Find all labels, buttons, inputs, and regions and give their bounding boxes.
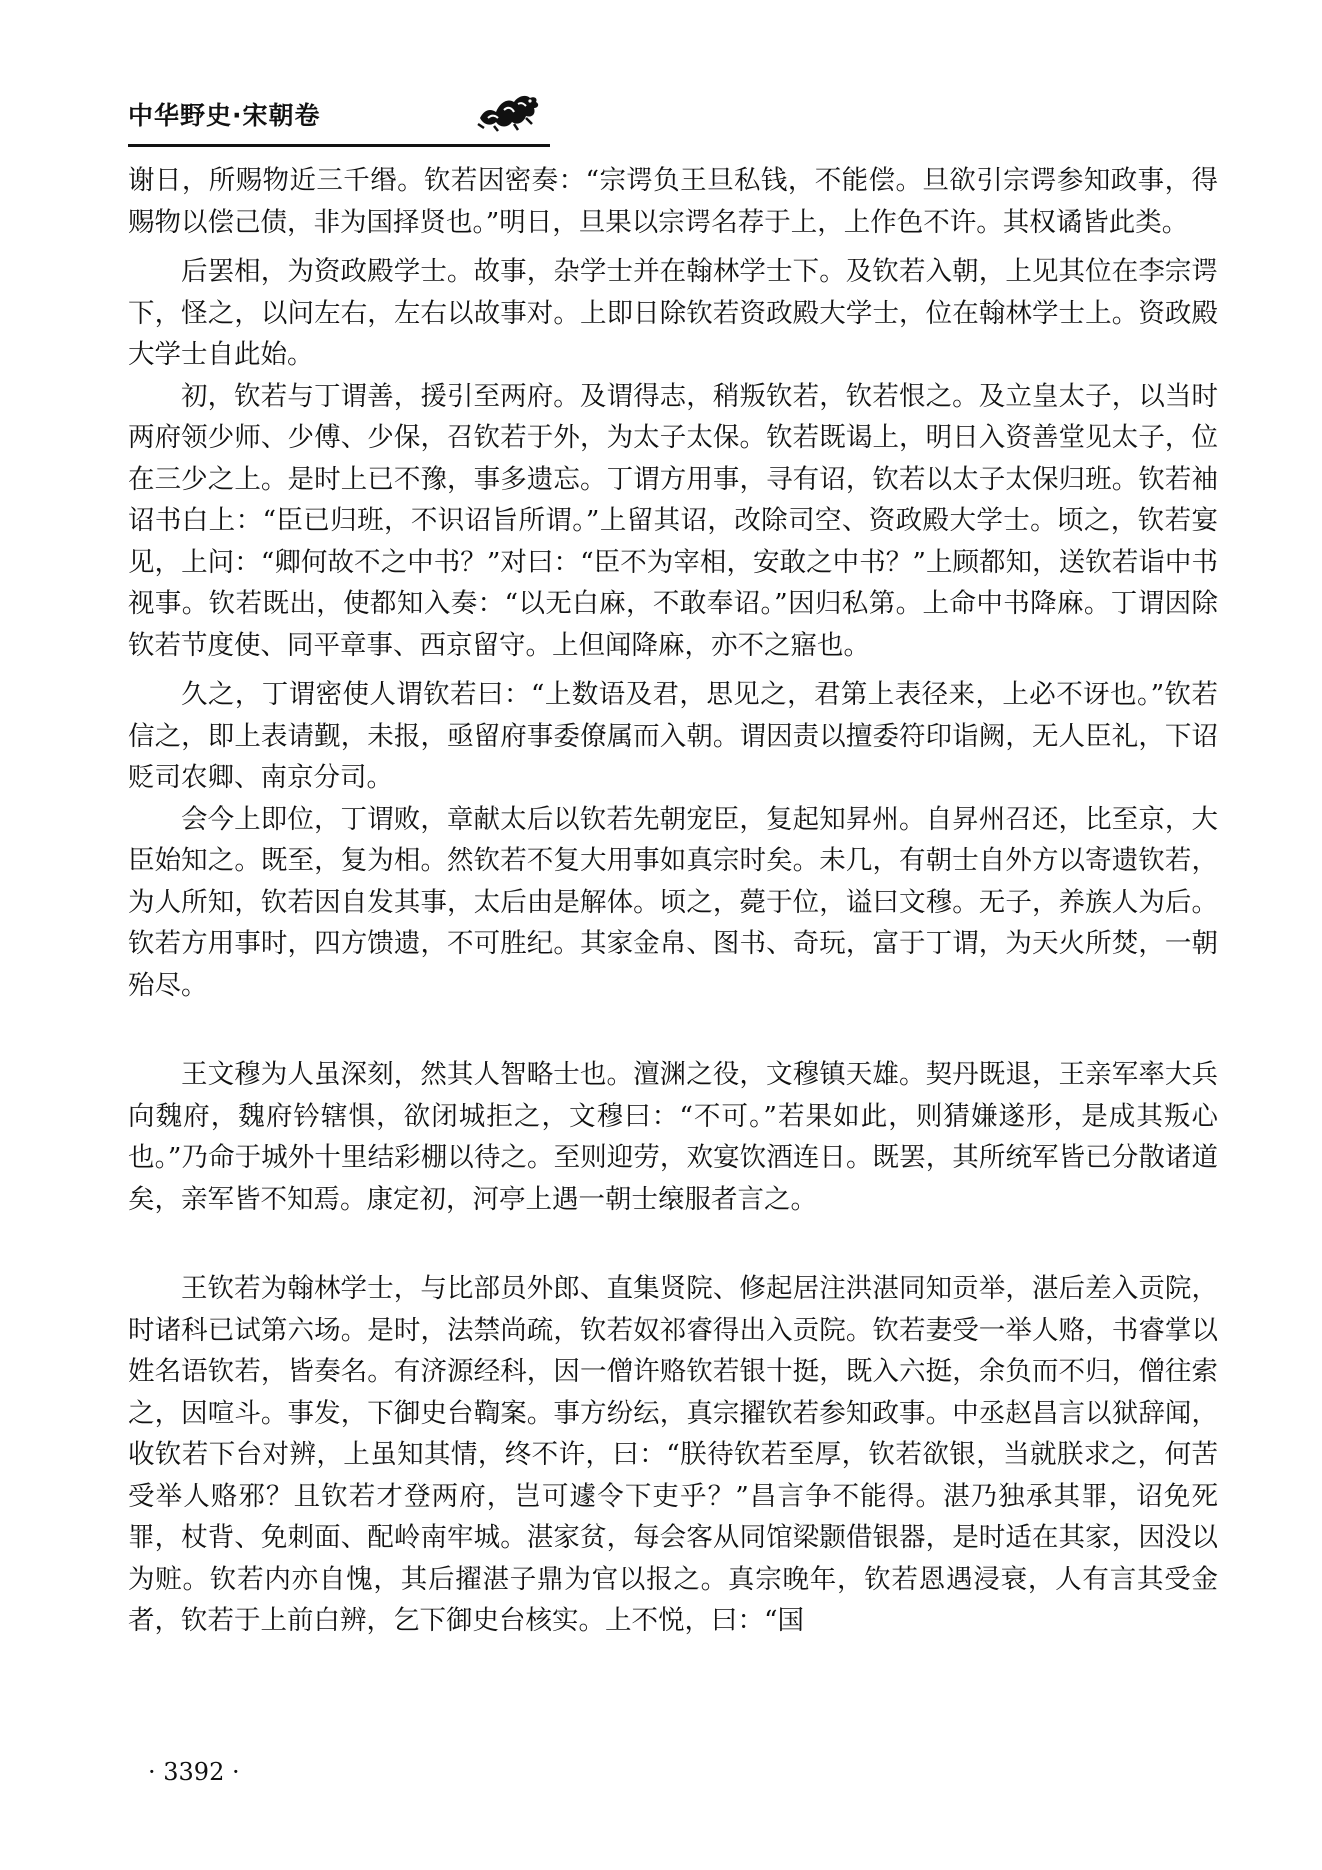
header-rule — [128, 144, 550, 147]
paragraph: 王钦若为翰林学士，与比部员外郎、直集贤院、修起居注洪湛同知贡举，湛后差入贡院，时诸科已试第六场。是时，法禁尚疏，钦若奴祁睿得出入贡院。钦若妻受一举人赂，书睿掌以姓名语钦若，皆奏名。有济源经科，因一僧许赂钦若银十挺，既入六挺，余负而不归，僧往索之，因喧斗。事发，下御史台鞫案。事方纷纭，真宗擢钦若参知政事。中丞赵昌言以狱辞闻，收钦若下台对辨，上虽知其情，终不许，曰：“朕待钦若至厚，钦若欲银，当就朕求之，何苦受举人赂邪？且钦若才登两府，岂可遽令下吏乎？”昌言争不能得。湛乃独承其罪，诏免死罪，杖背、免刺面、配岭南牢城。湛家贫，每会客从同馆梁颢借银器，是时适在其家，因没以为赃。钦若内亦自愧，其后擢湛子鼎为官以报之。真宗晚年，钦若恩遇浸衰，人有言其受金者，钦若于上前白辨，乞下御史台核实。上不悦，曰：“国 — [128, 1273, 1218, 1636]
page-body — [128, 160, 1218, 1642]
paragraph: 王文穆为人虽深刻，然其人智略士也。澶渊之役，文穆镇天雄。契丹既退，王亲军率大兵向魏府，魏府钤辖惧，欲闭城拒之，文穆曰：“不可。”若果如此，则猜嫌遂形，是成其叛心也。”乃命于城外十里结彩棚以待之。至则迎劳，欢宴饮酒连日。既罢，其所统军皆已分散诸道矣，亲军皆不知焉。康定初，河亭上遇一朝士缞服者言之。 — [128, 1059, 1218, 1215]
paragraph: 久之，丁谓密使人谓钦若曰：“上数语及君，思见之，君第上表径来，上必不讶也。”钦若信之，即上表请觐，未报，亟留府事委僚属而入朝。谓因责以擅委符印诣阙，无人臣礼，下诏贬司农卿、南京分司。 — [128, 679, 1218, 793]
book-title: 中华野史·宋朝卷 — [128, 101, 321, 130]
running-header — [128, 88, 548, 138]
paragraph: 会今上即位，丁谓败，章献太后以钦若先朝宠臣，复起知昇州。自昇州召还，比至京，大臣始知之。既至，复为相。然钦若不复大用事如真宗时矣。未几，有朝士自外方以寄遗钦若，为人所知，钦若因自发其事，太后由是解体。顷之，薨于位，谥曰文穆。无子，养族人为后。钦若方用事时，四方馈遗，不可胜纪。其家金帛、图书、奇玩，富于丁谓，为天火所焚，一朝殆尽。 — [128, 803, 1218, 1001]
paragraph: 初，钦若与丁谓善，援引至两府。及谓得志，稍叛钦若，钦若恨之。及立皇太子，以当时两府领少师、少傅、少保，召钦若于外，为太子太保。钦若既谒上，明日入资善堂见太子，位在三少之上。是时上已不豫，事多遗忘。丁谓方用事，寻有诏，钦若以太子太保归班。钦若袖诏书白上：“臣已归班，不识诏旨所谓。”上留其诏，改除司空、资政殿大学士。顷之，钦若宴见，上问：“卿何故不之中书？”对曰：“臣不为宰相，安敢之中书？”上顾都知，送钦若诣中书视事。钦若既出，使都知入奏：“以无白麻，不敢奉诏。”因归私第。上命中书降麻。丁谓因除钦若节度使、同平章事、西京留守。上但闻降麻，亦不之寤也。 — [128, 380, 1218, 661]
dragon-emblem-icon — [474, 88, 542, 132]
paragraph: 后罢相，为资政殿学士。故事，杂学士并在翰林学士下。及钦若入朝，上见其位在李宗谔下，怪之，以问左右，左右以故事对。上即日除钦若资政殿大学士，位在翰林学士上。资政殿大学士自此始。 — [128, 256, 1218, 370]
paragraph: 谢日，所赐物近三千缗。钦若因密奏：“宗谔负王旦私钱，不能偿。旦欲引宗谔参知政事，得赐物以偿己债，非为国择贤也。”明日，旦果以宗谔名荐于上，上作色不许。其权谲皆此类。 — [128, 165, 1218, 238]
page-number: · 3392 · — [148, 1758, 240, 1786]
